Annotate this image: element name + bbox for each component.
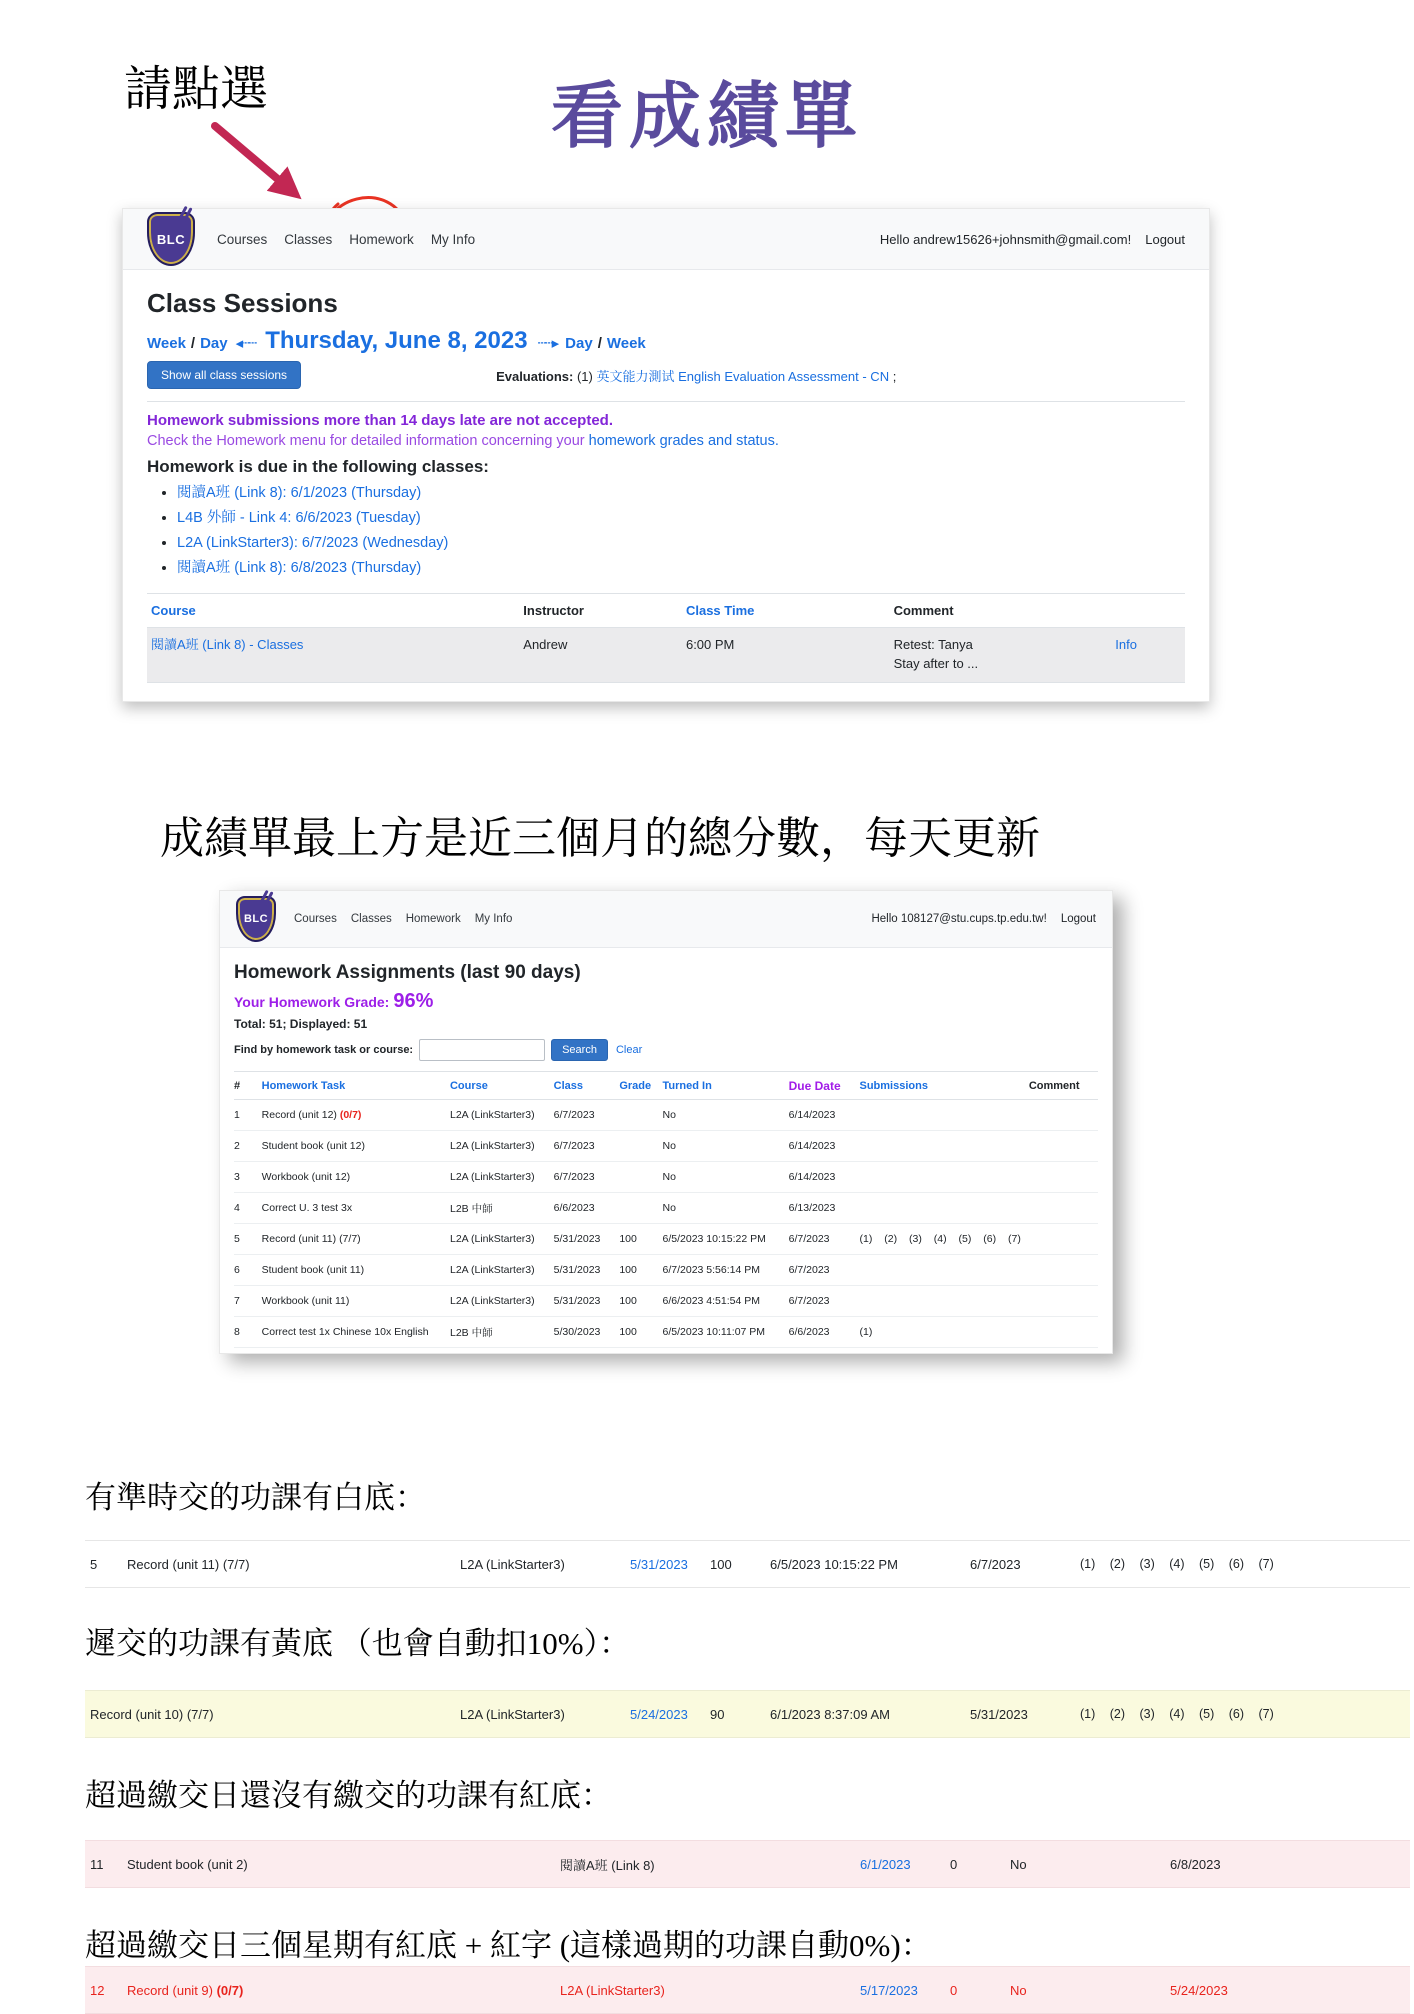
comment-column-header: Comment: [1028, 1079, 1080, 1092]
info-link[interactable]: Info: [1115, 637, 1137, 652]
table-row: 4 Correct U. 3 test 3x L2B 中師 6/6/2023 No 6/13/2023: [234, 1193, 1098, 1224]
quill-icon: [263, 891, 273, 907]
due-class-link[interactable]: 閱讀A班 (Link 8): 6/8/2023 (Thursday): [177, 560, 422, 576]
table-row: 2 Student book (unit 12) L2A (LinkStarter3) 6/7/2023 No 6/14/2023: [234, 1131, 1098, 1162]
user-greeting: Hello 108127@stu.cups.tp.edu.tw!: [871, 913, 1047, 925]
date-navigation: [147, 327, 1185, 355]
blc-logo-icon[interactable]: [236, 896, 276, 942]
due-class-link[interactable]: L2A (LinkStarter3): 6/7/2023 (Wednesday): [177, 535, 449, 551]
class-date-link[interactable]: 5/31/2023: [553, 1233, 601, 1245]
class-date-link[interactable]: 6/7/2023: [553, 1140, 595, 1152]
list-item: [177, 506, 1185, 531]
list-item: [177, 481, 1185, 506]
homework-grade-line: Your Homework Grade: 96%: [234, 990, 434, 1012]
yellow-row-heading: 遲交的功課有黃底 （也會自動扣10%）：: [85, 1626, 631, 1661]
class-time-cell: 6:00 PM: [685, 637, 735, 652]
logo-text: BLC: [156, 231, 186, 247]
evaluation-link[interactable]: 英文能力測试 English Evaluation Assessment - CN: [596, 368, 890, 384]
evaluations-count: (1): [573, 368, 597, 384]
table-row: [147, 628, 1185, 683]
due-class-link[interactable]: 閱讀A班 (Link 8): 6/1/2023 (Thursday): [177, 485, 422, 501]
class-date-link[interactable]: 5/31/2023: [553, 1264, 601, 1276]
class-date-link[interactable]: 6/7/2023: [553, 1109, 595, 1121]
logo-text: BLC: [243, 913, 269, 925]
class-time-column-header[interactable]: Class Time: [685, 603, 755, 618]
separator: /: [190, 335, 196, 352]
course-column-header[interactable]: Course: [151, 603, 196, 618]
grade-column-header[interactable]: Grade: [619, 1079, 652, 1092]
page-title: 看成績單: [550, 77, 863, 157]
find-label: Find by homework task or course:: [234, 1044, 414, 1056]
homework-task-column-header[interactable]: Homework Task: [261, 1079, 346, 1092]
prev-date-arrow-icon[interactable]: ◂┄┄: [235, 335, 256, 352]
turned-in-column-header[interactable]: Turned In: [662, 1079, 712, 1092]
current-date: Thursday, June 8, 2023: [265, 327, 528, 354]
nav-item-myinfo[interactable]: My Info: [474, 913, 513, 925]
nav-item-classes[interactable]: Classes: [284, 231, 333, 247]
table-row: 6 Student book (unit 11) L2A (LinkStarter3) 5/31/2023 100 6/7/2023 5:56:14 PM 6/7/2023: [234, 1255, 1098, 1286]
separator: /: [597, 335, 602, 352]
list-item: [177, 531, 1185, 556]
course-link[interactable]: 閱讀A班 (Link 8) - Classes: [151, 637, 304, 652]
list-item: [177, 556, 1185, 581]
week-view-link-right[interactable]: Week: [606, 335, 646, 352]
class-sessions-title: Class Sessions: [147, 288, 338, 318]
grades-status-link[interactable]: homework grades and status.: [588, 433, 779, 449]
late-policy-notice: Homework submissions more than 14 days late are not accepted.: [147, 412, 613, 429]
num-column-header: #: [234, 1079, 241, 1092]
clear-link[interactable]: Clear: [615, 1044, 643, 1056]
nav-item-courses[interactable]: Courses: [217, 231, 268, 247]
logout-link[interactable]: Logout: [1060, 913, 1096, 925]
day-view-link-right[interactable]: Day: [565, 335, 593, 352]
nav-item-classes[interactable]: Classes: [350, 913, 392, 925]
instructor-cell: Andrew: [523, 637, 568, 652]
quill-icon: [182, 207, 192, 223]
search-input[interactable]: [419, 1039, 545, 1061]
submission-links[interactable]: (1): [859, 1326, 873, 1338]
blc-logo-icon[interactable]: [147, 212, 195, 266]
user-greeting: Hello andrew15626+johnsmith@gmail.com!: [879, 231, 1132, 247]
comment-cell: Retest: Tanya Stay after to ...: [893, 637, 979, 671]
homework-table: [234, 1071, 1098, 1348]
week-view-link[interactable]: Week: [147, 335, 186, 352]
white-row-heading: 有準時交的功課有白底：: [85, 1480, 426, 1515]
sessions-table: [147, 593, 1185, 683]
example-row-ontime: 5 Record (unit 11) (7/7) L2A (LinkStarter3) 5/31/2023 100 6/5/2023 10:15:22 PM 6/7/2023 (1) (2) (3) (4) (5) (6) (7): [85, 1540, 1410, 1588]
class-date-link[interactable]: 5/30/2023: [553, 1326, 601, 1338]
due-class-link[interactable]: L4B 外師 - Link 4: 6/6/2023 (Tuesday): [177, 510, 421, 526]
search-button[interactable]: Search: [551, 1039, 608, 1061]
nav-item-courses[interactable]: Courses: [294, 913, 337, 925]
nav-item-homework[interactable]: Homework: [349, 231, 414, 247]
grade-report-explainer-heading: 成績單最上方是近三個月的總分數，每天更新: [160, 814, 1040, 863]
class-column-header[interactable]: Class: [553, 1079, 584, 1092]
show-all-sessions-button[interactable]: Show all class sessions: [147, 361, 301, 389]
totals-line: Total: 51; Displayed: 51: [234, 1017, 368, 1031]
logout-link[interactable]: Logout: [1145, 231, 1185, 247]
class-date-link[interactable]: 5/31/2023: [630, 1556, 688, 1572]
class-date-link[interactable]: 5/17/2023: [860, 1982, 918, 1998]
class-date-link[interactable]: 5/24/2023: [630, 1706, 688, 1722]
class-date-link[interactable]: 6/1/2023: [860, 1856, 911, 1872]
day-view-link[interactable]: Day: [200, 335, 228, 352]
navbar: [123, 209, 1209, 270]
divider: [147, 401, 1185, 402]
nav-item-homework[interactable]: Homework: [405, 913, 461, 925]
class-date-link[interactable]: 6/7/2023: [553, 1171, 595, 1183]
grade-value: 96%: [393, 990, 434, 1012]
submissions-column-header[interactable]: Submissions: [859, 1079, 928, 1092]
red-text-row-heading: 超過繳交日三個星期有紅底 + 紅字 (這樣過期的功課自動0%)：: [85, 1928, 932, 1963]
class-date-link[interactable]: 6/6/2023: [553, 1202, 595, 1214]
homework-due-list: [147, 481, 1185, 581]
table-row: 1 Record (unit 12) (0/7) L2A (LinkStarter3) 6/7/2023 No 6/14/2023: [234, 1100, 1098, 1131]
zero-score-badge: (0/7): [216, 1982, 244, 1998]
class-sessions-screenshot: [122, 208, 1210, 702]
zero-score-badge: (0/7): [339, 1109, 362, 1121]
instructor-column-header: Instructor: [523, 603, 584, 618]
homework-assignments-title: Homework Assignments (last 90 days): [234, 962, 581, 983]
table-row: 3 Workbook (unit 12) L2A (LinkStarter3) 6/7/2023 No 6/14/2023: [234, 1162, 1098, 1193]
due-date-column-header[interactable]: Due Date: [788, 1078, 841, 1093]
red-row-heading: 超過繳交日還沒有繳交的功課有紅底：: [85, 1778, 612, 1813]
click-hint-text: 請點選: [124, 63, 269, 116]
table-row: 7 Workbook (unit 11) L2A (LinkStarter3) 5/31/2023 100 6/6/2023 4:51:54 PM 6/7/2023: [234, 1286, 1098, 1317]
comment-column-header: Comment: [893, 603, 954, 618]
course-column-header[interactable]: Course: [449, 1079, 488, 1092]
homework-due-heading: Homework is due in the following classes:: [147, 457, 489, 476]
submission-links[interactable]: (1) (2) (3) (4) (5) (6) (7): [859, 1233, 1021, 1245]
example-row-overdue: 11 Student book (unit 2) 閱讀A班 (Link 8) 6/1/2023 0 No 6/8/2023: [85, 1840, 1410, 1888]
class-date-link[interactable]: 5/31/2023: [553, 1295, 601, 1307]
navbar: [220, 891, 1112, 948]
evaluations-line: [496, 366, 896, 385]
homework-menu-notice: Check the Homework menu for detailed information concerning your homework grades and status.: [147, 433, 779, 449]
evaluations-tail: ;: [889, 368, 897, 384]
nav-item-myinfo[interactable]: My Info: [430, 231, 476, 247]
table-row: 5 Record (unit 11) (7/7) L2A (LinkStarter3) 5/31/2023 100 6/5/2023 10:15:22 PM 6/7/2023 (1) (2) (3) (4) (5) (6) (7): [234, 1224, 1098, 1255]
example-row-expired: 12 Record (unit 9) (0/7) L2A (LinkStarter3) 5/17/2023 0 No 5/24/2023: [85, 1966, 1410, 2014]
next-date-arrow-icon[interactable]: ┄┄▸: [537, 335, 558, 352]
homework-assignments-screenshot: [219, 890, 1113, 1354]
table-row: 8 Correct test 1x Chinese 10x English L2B 中師 5/30/2023 100 6/5/2023 10:11:07 PM 6/6/2023 (1): [234, 1317, 1098, 1348]
evaluations-label: Evaluations:: [496, 368, 574, 384]
example-row-late: Record (unit 10) (7/7) L2A (LinkStarter3) 5/24/2023 90 6/1/2023 8:37:09 AM 5/31/2023 (1) (2) (3) (4) (5) (6) (7): [85, 1690, 1410, 1738]
